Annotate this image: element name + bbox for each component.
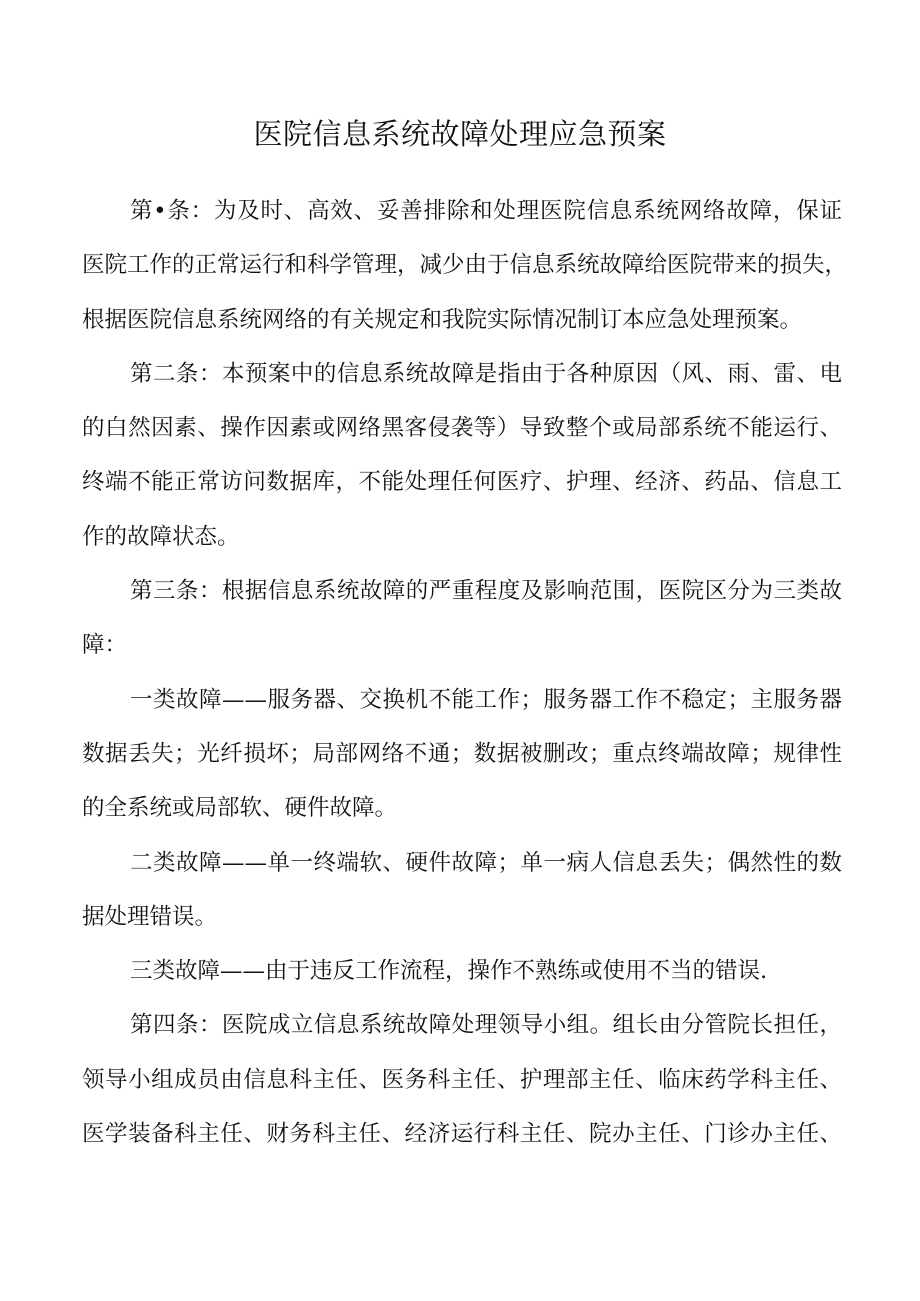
paragraph-line: 第四条：医院成立信息系统故障处理领导小组。组长由分管院长担任， bbox=[130, 1012, 842, 1039]
paragraph-line: 三类故障——由于违反工作流程，操作不熟练或使用不当的错误. bbox=[130, 958, 768, 985]
paragraph-line: 的全系统或局部软、硬件故障。 bbox=[82, 795, 398, 822]
paragraph-line: 第二条：本预案中的信息系统故障是指由于各种原因（风、雨、雷、电 bbox=[130, 360, 842, 387]
paragraph-line: 医学装备科主任、财务科主任、经济运行科主任、院办主任、门诊办主任、 bbox=[82, 1121, 842, 1148]
paragraph-article-3 bbox=[82, 564, 842, 673]
paragraph-line: 医院工作的正常运行和科学管理，减少由于信息系统故障给医院带来的损失， bbox=[82, 252, 848, 279]
paragraph-line: 根据医院信息系统网络的有关规定和我院实际情况制订本应急处理预案。 bbox=[82, 306, 803, 333]
paragraph-article-2 bbox=[82, 347, 842, 564]
paragraph-line: 终端不能正常访问数据库，不能处理任何医疗、护理、经济、药品、信息工 bbox=[82, 469, 842, 496]
paragraph-class-2-faults bbox=[82, 836, 842, 945]
paragraph-class-1-faults bbox=[82, 673, 842, 836]
paragraph-line: 的白然因素、操作因素或网络黑客侵袭等）导致整个或局部系统不能运行、 bbox=[82, 415, 842, 442]
paragraph-line: 一类故障——服务器、交换机不能工作；服务器工作不稳定；主服务器 bbox=[130, 686, 842, 713]
paragraph-line: 数据丢失；光纤损坏；局部网络不通；数据被删改；重点终端故障；规律性 bbox=[82, 740, 842, 767]
paragraph-line: 第三条：根据信息系统故障的严重程度及影响范围，医院区分为三类故 bbox=[130, 578, 842, 605]
paragraph-line: 领导小组成员由信息科主任、医务科主任、护理部主任、临床药学科主任、 bbox=[82, 1066, 842, 1093]
document-title: 医院信息系统故障处理应急预案 bbox=[253, 117, 667, 151]
paragraph-line: 障： bbox=[82, 632, 128, 659]
paragraph-article-4 bbox=[82, 998, 842, 1161]
paragraph-class-3-faults bbox=[82, 944, 842, 998]
paragraph-line: 第•条：为及时、高效、妥善排除和处理医院信息系统网络故障，保证 bbox=[130, 198, 842, 224]
paragraph-article-1 bbox=[82, 184, 848, 347]
document-body bbox=[82, 184, 848, 1161]
paragraph-line: 作的故障状态。 bbox=[82, 523, 240, 550]
paragraph-line: 据处理错误。 bbox=[82, 903, 218, 930]
paragraph-line: 二类故障——单一终端软、硬件故障；单一病人信息丢失；偶然性的数 bbox=[130, 849, 842, 876]
